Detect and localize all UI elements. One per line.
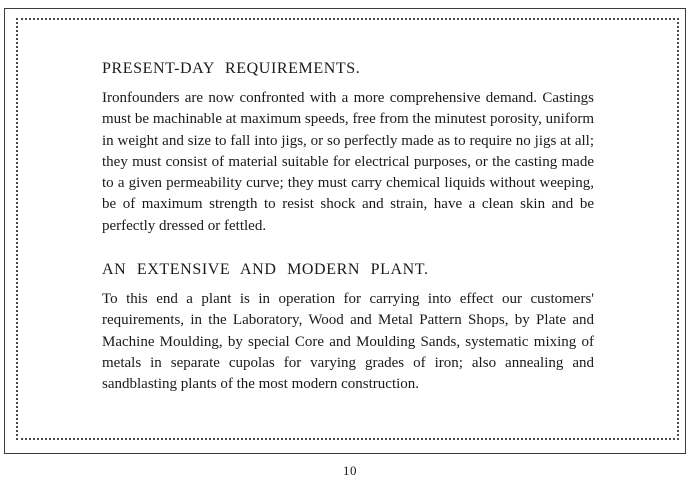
section-heading-requirements: PRESENT-DAY REQUIREMENTS. xyxy=(102,60,361,77)
page-number: 10 xyxy=(343,463,357,478)
section-body-plant: To this end a plant is in operation for carrying into effect our customers' requirements, in the Laboratory, Wood and Metal Pattern Shops, by Plate and Machine Moulding, by special Core and Moulding Sands, systematic mixing of metals in separate cupolas for varying grades of iron; also annealing and sandblasting plants of the most modern construction. xyxy=(102,291,594,393)
section-body-requirements: Ironfounders are now confronted with a more comprehensive demand. Castings must be machinable at maximum speeds, free from the minutest porosity, uniform in weight and size to fall into jigs, or so perfectly made as to require no jigs at all; they must consist of material suitable for electrical purposes, or the casting made to a given permeability curve; they must carry chemical liquids without weeping, be of maximum strength to resist shock and strain, have a clean skin and be perfectly dressed or fettled. xyxy=(102,90,594,234)
page-content xyxy=(102,58,594,396)
section-spacer xyxy=(102,237,594,259)
section-heading-plant: AN EXTENSIVE AND MODERN PLANT. xyxy=(102,261,429,279)
